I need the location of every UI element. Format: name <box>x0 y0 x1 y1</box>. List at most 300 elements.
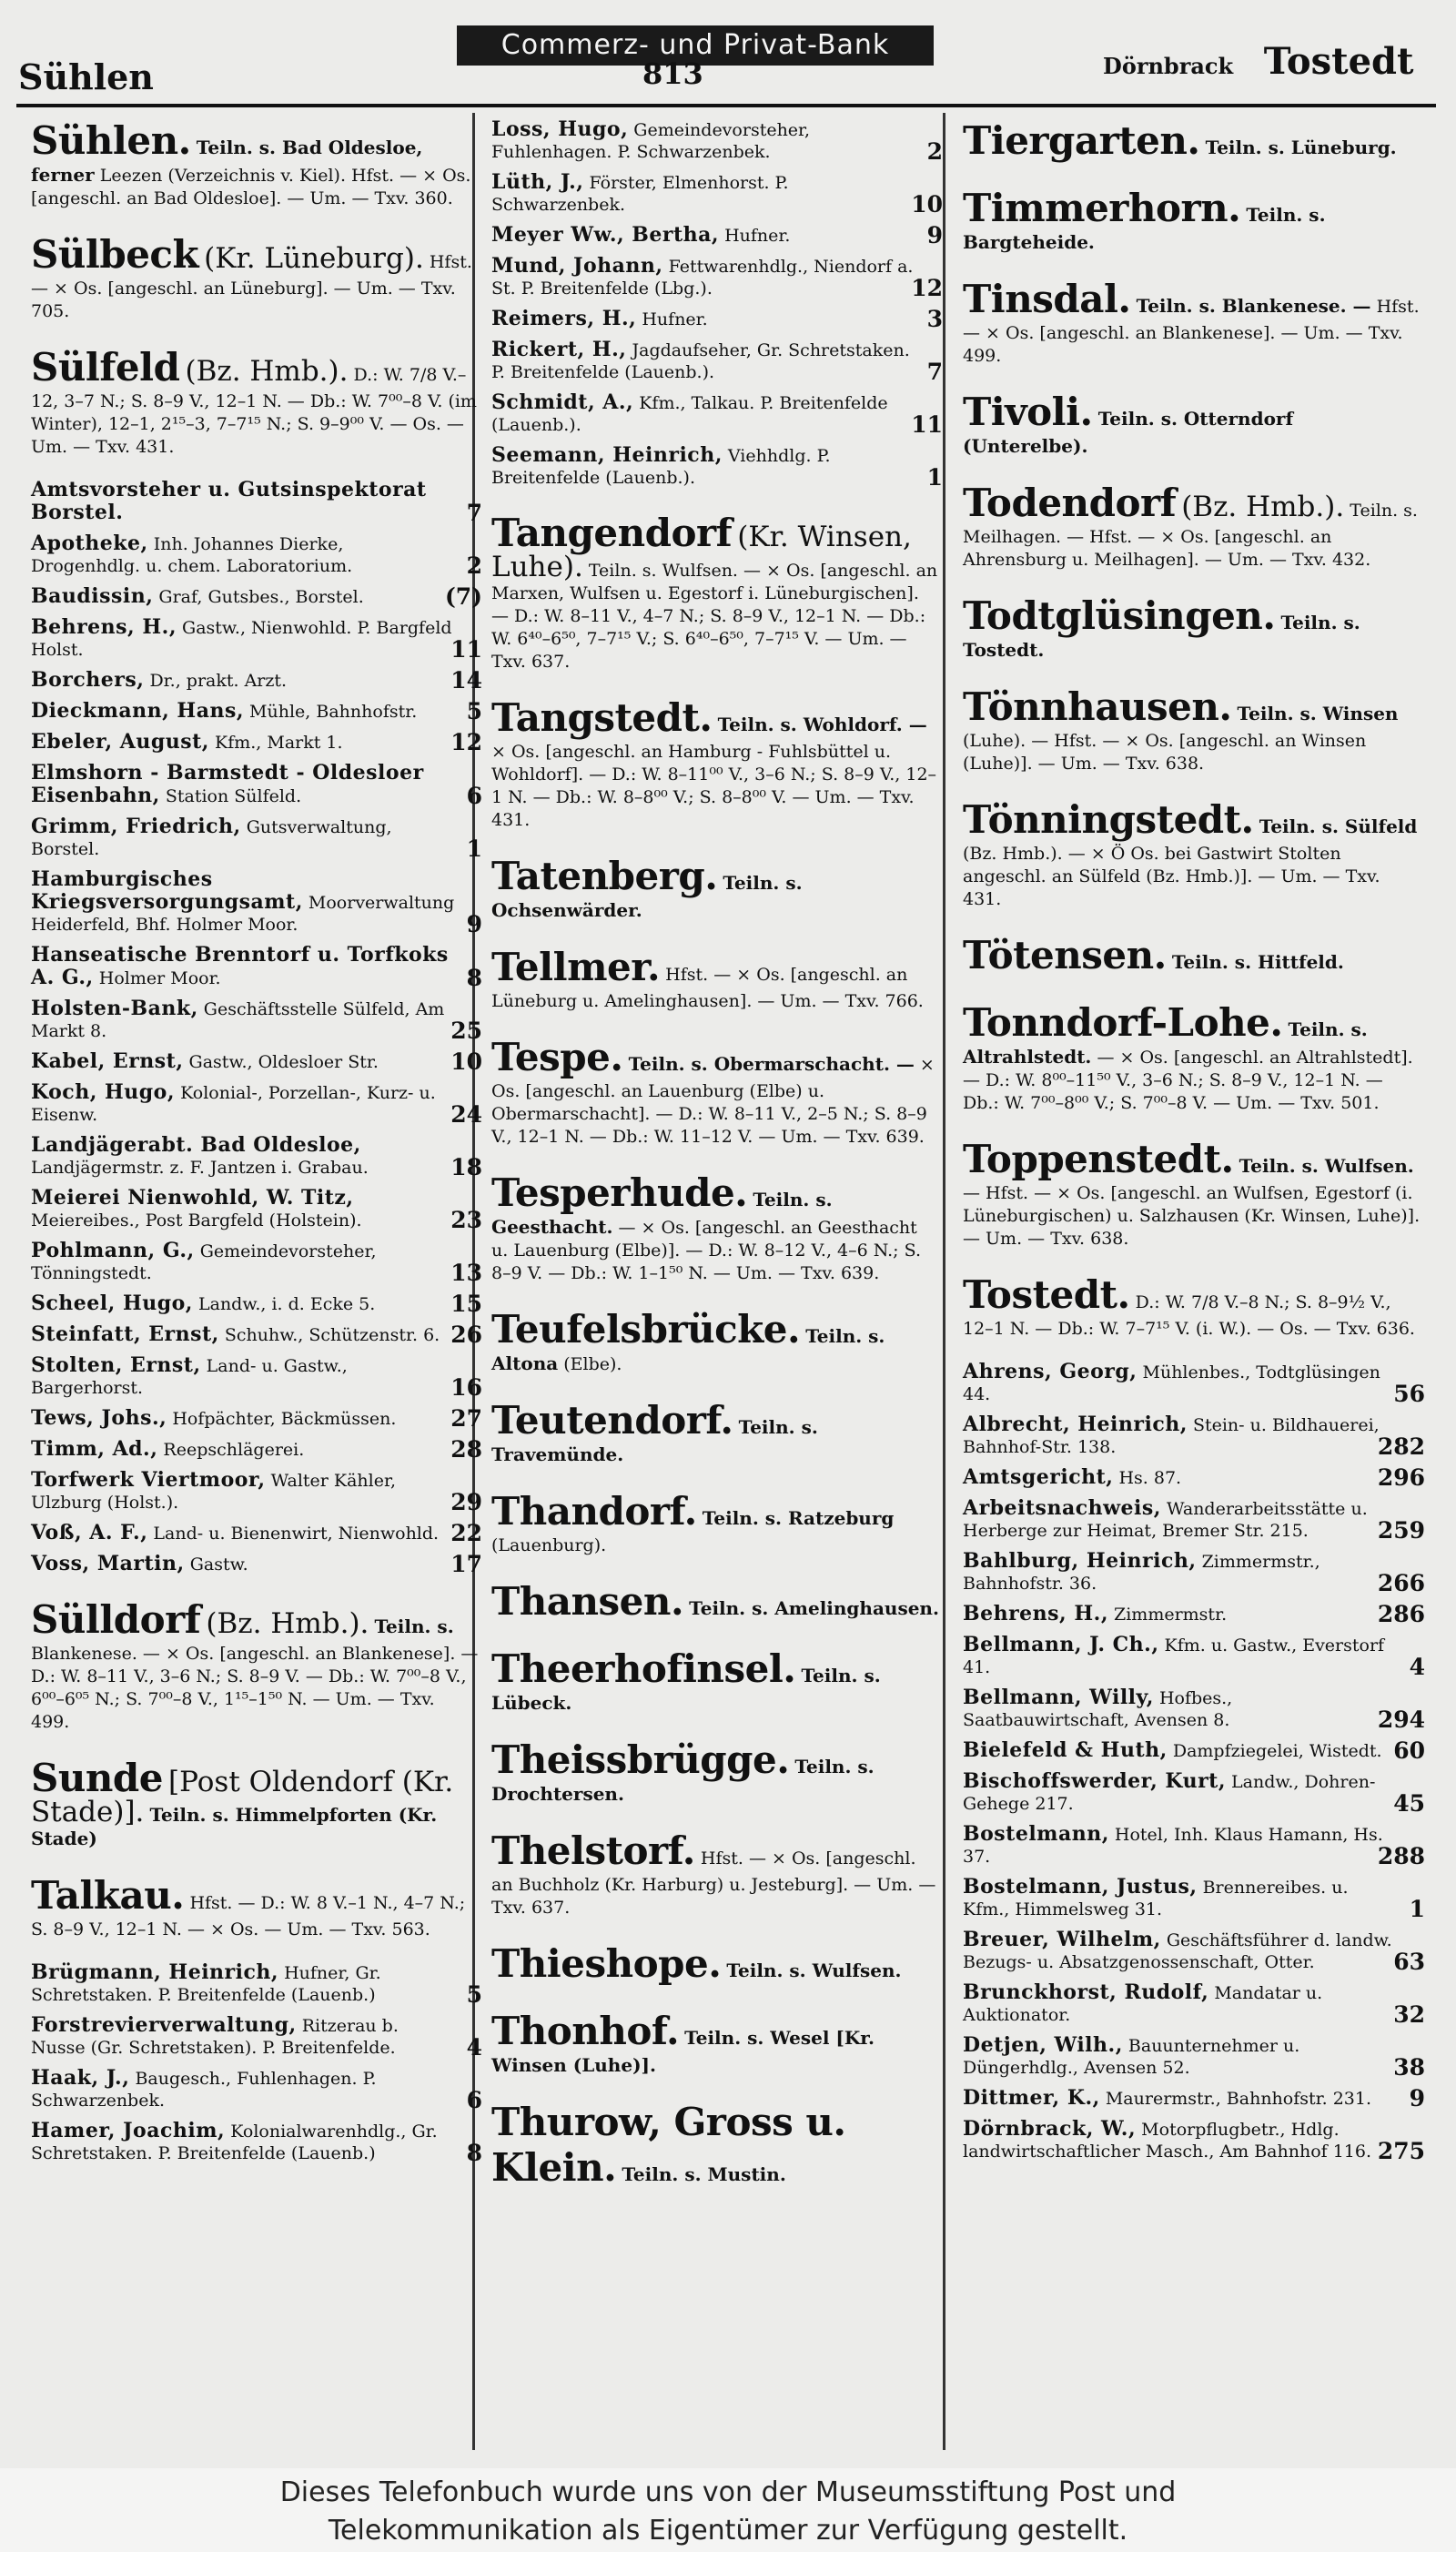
phone-number: 286 <box>1377 1601 1425 1627</box>
directory-entry <box>16 731 486 754</box>
place-info: Teiln. s. Hittfeld. <box>1171 951 1344 973</box>
subscriber-details: Kfm. u. Gastw., Everstorf 41. <box>963 1636 1385 1677</box>
directory-entry <box>16 616 486 661</box>
directory-entry <box>16 1469 486 1514</box>
subscriber-name: Bellmann, Willy, <box>963 1686 1154 1709</box>
phone-number: 2 <box>926 138 943 165</box>
phone-number: 296 <box>1377 1464 1425 1491</box>
place-name: Tinsdal. <box>963 277 1131 321</box>
phone-number: 11 <box>450 636 482 663</box>
place-details: (Bz. Hmb.). — × Ö Os. bei Gastwirt Stolten angeschl. an Sülfeld (Bz. Hmb.)]. — Um. — Txv. 431. <box>963 844 1380 909</box>
place-name: Theerhofinsel. <box>491 1646 796 1691</box>
phone-number: 17 <box>450 1551 482 1577</box>
subscriber-name: Meyer Ww., Bertha, <box>491 223 720 247</box>
place-heading <box>948 684 1429 775</box>
subscriber-name: Landjägerabt. Bad Oldesloe, <box>31 1133 361 1157</box>
directory-entry <box>948 1634 1429 1678</box>
directory-entry <box>948 1929 1429 1973</box>
place-info: Teiln. s. Otterndorf (Unterelbe). <box>963 408 1294 457</box>
place-name: Sülbeck <box>31 232 199 277</box>
subscriber-details: Gemeindevorsteher, Tönningstedt. <box>31 1241 377 1283</box>
directory-entry <box>948 1550 1429 1595</box>
directory-entry <box>16 998 486 1042</box>
place-details: Hfst. — D.: W. 8 V.–1 N., 4–7 N.; S. 8–9 V., 12–1 N. — × Os. — Um. — Txv. 563. <box>31 1893 466 1939</box>
directory-entry <box>16 1187 486 1231</box>
place-name: Tangendorf <box>491 511 733 555</box>
subscriber-name: Voß, A. F., <box>31 1521 148 1544</box>
phone-number: 9 <box>466 911 482 937</box>
directory-entry <box>16 669 486 692</box>
subscriber-name: Baudissin, <box>31 584 154 608</box>
subscriber-details: Dr., prakt. Arzt. <box>149 671 288 691</box>
directory-entry <box>948 1823 1429 1868</box>
phone-number: 16 <box>450 1374 482 1401</box>
phone-number: 275 <box>1377 2138 1425 2164</box>
place-qualifier: (Bz. Hmb.). <box>206 1607 369 1640</box>
footer-line-2: Telekommunikation als Eigentümer zur Verfügung gestellt. <box>328 2515 1128 2547</box>
directory-entry <box>16 2120 486 2164</box>
subscriber-name: Hamer, Joachim, <box>31 2119 226 2142</box>
place-details: × Os. [angeschl. an Lauenburg (Elbe) u. Obermarschacht]. — D.: W. 8–11 V., 2–5 N.; S. 8–9 V., 12–1 N. — Db.: W. 11–12 V. — Um. — Txv. 639. <box>491 1055 935 1147</box>
subscriber-details: Landw., Dohren-Gehege 217. <box>963 1772 1376 1814</box>
place-name: Tatenberg. <box>491 854 718 898</box>
phone-number: 32 <box>1393 2001 1425 2028</box>
directory-entry <box>16 2067 486 2111</box>
place-name: Sülldorf <box>31 1597 201 1642</box>
directory-entry <box>16 868 486 936</box>
phone-number: 13 <box>450 1260 482 1286</box>
subscriber-details: Zimmermstr. <box>1114 1605 1228 1625</box>
place-heading <box>477 1398 946 1467</box>
directory-entry <box>948 2087 1429 2110</box>
subscriber-name: Apotheke, <box>31 532 148 555</box>
directory-entry <box>16 1050 486 1073</box>
subscriber-name: Forstrevierverwaltung, <box>31 2013 297 2037</box>
phone-number: 18 <box>450 1154 482 1180</box>
subscriber-name: Rickert, H., <box>491 338 627 361</box>
phone-number: 8 <box>466 965 482 991</box>
place-name: Tötensen. <box>963 933 1167 977</box>
place-name: Toppenstedt. <box>963 1137 1234 1181</box>
place-heading <box>948 593 1429 663</box>
place-qualifier: (Bz. Hmb.). <box>185 355 349 388</box>
directory-entry <box>16 1134 486 1179</box>
directory-entry <box>16 479 486 524</box>
phone-number: 9 <box>926 222 943 248</box>
subscriber-name: Kabel, Ernst, <box>31 1049 184 1073</box>
directory-entry <box>948 1770 1429 1815</box>
place-info: Teiln. s. <box>374 1615 454 1637</box>
subscriber-details: Mühle, Bahnhofstr. <box>249 702 418 722</box>
directory-entry <box>16 1292 486 1315</box>
subscriber-details: Geschäftsführer d. landw. Bezugs- u. Absatzgenossenschaft, Otter. <box>963 1930 1392 1972</box>
directory-entry <box>948 2118 1429 2162</box>
directory-entry <box>948 1686 1429 1731</box>
subscriber-name: Scheel, Hugo, <box>31 1291 193 1315</box>
subscriber-name: Meierei Nienwohld, W. Titz, <box>31 1186 354 1210</box>
phone-number: 288 <box>1377 1843 1425 1869</box>
phone-number: 10 <box>450 1048 482 1075</box>
directory-entry <box>16 1240 486 1284</box>
phone-number: 266 <box>1377 1570 1425 1596</box>
subscriber-name: Amtsgericht, <box>963 1465 1114 1489</box>
footer-line-1: Dieses Telefonbuch wurde uns von der Museumsstiftung Post und <box>279 2476 1177 2508</box>
phone-number: 23 <box>450 1207 482 1233</box>
place-heading <box>948 1000 1429 1115</box>
phone-number: 5 <box>466 1981 482 2008</box>
place-info: Teiln. s. Drochtersen. <box>491 1756 875 1805</box>
subscriber-name: Elmshorn - Barmstedt - Oldesloer Eisenbahn, <box>31 761 424 807</box>
page-number: 813 <box>642 56 703 91</box>
subscriber-name: Grimm, Friedrich, <box>31 815 241 838</box>
directory-entry <box>16 1081 486 1126</box>
subscriber-name: Brügmann, Heinrich, <box>31 1960 279 1984</box>
directory-entry <box>477 171 946 216</box>
place-details: Hfst. — × Os. [angeschl. an Buchholz (Kr. Harburg) u. Jesteburg]. — Um. — Txv. 637. <box>491 1848 936 1918</box>
place-name: Thurow, Gross u. Klein. <box>491 2100 846 2190</box>
subscriber-name: Lüth, J., <box>491 170 584 194</box>
subscriber-name: Dittmer, K., <box>963 2086 1100 2110</box>
subscriber-details: Motorpflugbetr., Hdlg. landwirtschaftlicher Masch., Am Bahnhof 116. <box>963 2120 1372 2162</box>
phone-number: (7) <box>444 583 482 610</box>
place-details: (Luhe). — Hfst. — × Os. [angeschl. an Winsen (Luhe)]. — Um. — Txv. 638. <box>963 731 1367 774</box>
subscriber-details: Walter Kähler, Ulzburg (Holst.). <box>31 1471 397 1513</box>
place-info: Teiln. s. Bargteheide. <box>963 204 1326 253</box>
place-name: Timmerhorn. <box>963 186 1241 230</box>
place-info: Teiln. s. Wohldorf. — <box>717 714 927 735</box>
subscriber-name: Mund, Johann, <box>491 254 663 278</box>
phone-number: 6 <box>466 783 482 809</box>
subscriber-details: Kfm., Markt 1. <box>215 733 343 753</box>
place-heading <box>948 186 1429 255</box>
place-heading <box>477 1828 946 1919</box>
place-info: Teiln. s. Sülfeld <box>1259 815 1418 837</box>
subscriber-details: Stein- u. Bildhauerei, Bahnhof-Str. 138. <box>963 1415 1380 1457</box>
place-details: (Elbe). <box>563 1354 622 1374</box>
subscriber-name: Bellmann, J. Ch., <box>963 1633 1159 1656</box>
subscriber-details: Inh. Johannes Dierke, Drogenhdlg. u. chem. Laboratorium. <box>31 534 353 576</box>
place-name: Tivoli. <box>963 390 1093 434</box>
subscriber-name: Brunckhorst, Rudolf, <box>963 1980 1209 2004</box>
archive-footer <box>0 2468 1456 2552</box>
subscriber-details: Land- u. Gastw., Bargerhorst. <box>31 1356 348 1398</box>
subscriber-name: Reimers, H., <box>491 307 637 330</box>
directory-entry <box>948 1466 1429 1489</box>
directory-entry <box>477 308 946 330</box>
column-3 <box>948 113 1429 2450</box>
place-name: Theissbrügge. <box>491 1737 790 1782</box>
subscriber-details: Kolonialwarenhdlg., Gr. Schretstaken. P. Breitenfelde (Lauenb.) <box>31 2122 438 2163</box>
place-info: Teiln. s. Himmelpforten (Kr. Stade) <box>31 1804 438 1849</box>
place-name: Sunde <box>31 1756 163 1800</box>
subscriber-details: Brennereibes. u. Kfm., Himmelsweg 31. <box>963 1878 1349 1919</box>
subscriber-name: Hamburgisches Kriegsversorgungsamt, <box>31 867 303 914</box>
subscriber-details: Dampfziegelei, Wistedt. <box>1172 1741 1382 1761</box>
subscriber-name: Bostelmann, Justus, <box>963 1875 1198 1899</box>
subscriber-name: Albrecht, Heinrich, <box>963 1413 1188 1436</box>
place-name: Teutendorf. <box>491 1398 733 1443</box>
place-heading <box>477 1035 946 1149</box>
place-info: Teiln. s. Travemünde. <box>491 1416 818 1465</box>
place-heading <box>477 1170 946 1285</box>
subscriber-name: Schmidt, A., <box>491 390 634 414</box>
place-heading <box>948 118 1429 164</box>
phone-number: 7 <box>466 500 482 526</box>
place-name: Tostedt. <box>963 1272 1130 1317</box>
directory-entry <box>16 532 486 577</box>
directory-entry <box>477 255 946 299</box>
place-heading <box>477 1489 946 1557</box>
subscriber-details: Mandatar u. Auktionator. <box>963 1983 1323 2025</box>
subscriber-details: Landw., i. d. Ecke 5. <box>198 1294 376 1314</box>
phone-number: 29 <box>450 1489 482 1515</box>
phone-number: 60 <box>1393 1737 1425 1764</box>
place-info: Teiln. s. Lüneburg. <box>1205 137 1397 158</box>
subscriber-name: Timm, Ad., <box>31 1437 158 1461</box>
subscriber-details: Kolonial-, Porzellan-, Kurz- u. Eisenw. <box>31 1083 436 1125</box>
subscriber-details: Maurermstr., Bahnhofstr. 231. <box>1105 2089 1372 2109</box>
phone-number: 28 <box>450 1436 482 1463</box>
subscriber-name: Behrens, H., <box>31 615 177 639</box>
place-info: Teiln. s. Wulfsen. <box>1239 1155 1414 1177</box>
place-name: Tesperhude. <box>491 1170 748 1215</box>
subscriber-name: Bahlburg, Heinrich, <box>963 1549 1197 1573</box>
subscriber-details: Schuhw., Schützenstr. 6. <box>224 1325 440 1345</box>
phone-number: 56 <box>1393 1381 1425 1407</box>
phone-number: 2 <box>466 552 482 579</box>
subscriber-details: Hufner, Gr. Schretstaken. P. Breitenfelde (Lauenb.) <box>31 1963 381 2005</box>
place-name: Tespe. <box>491 1035 623 1079</box>
place-heading <box>948 933 1429 978</box>
subscriber-name: Detjen, Wilh., <box>963 2033 1123 2057</box>
place-heading <box>16 1873 486 1941</box>
place-heading <box>477 695 946 832</box>
place-heading <box>477 2100 946 2191</box>
place-name: Sühlen. <box>31 118 191 163</box>
subscriber-details: Graf, Gutsbes., Borstel. <box>158 587 364 607</box>
place-info: Teiln. s. Blankenese. — <box>1136 295 1371 317</box>
place-qualifier: (Bz. Hmb.). <box>1181 491 1345 523</box>
place-name: Sülfeld <box>31 345 180 390</box>
subscriber-details: Holmer Moor. <box>98 968 221 988</box>
place-heading <box>477 1941 946 1987</box>
place-heading <box>16 1597 486 1734</box>
place-info: Teiln. s. Altona <box>491 1325 885 1374</box>
place-details: D.: W. 7/8 V.–12, 3–7 N.; S. 8–9 V., 12–1 N. — Db.: W. 7⁰⁰–8 V. (im Winter), 12–1, 2¹⁵–3, 7–7¹⁵ N.; S. 9–9⁰⁰ V. — Os. — Um. — Txv. 431. <box>31 365 477 457</box>
phone-number: 38 <box>1393 2054 1425 2081</box>
place-name: Tönningstedt. <box>963 797 1254 842</box>
subscriber-details: Gastw., Nienwohld. P. Bargfeld Holst. <box>31 618 452 660</box>
place-name: Thonhof. <box>491 2009 680 2053</box>
directory-entry <box>477 391 946 436</box>
phone-number: 9 <box>1409 2085 1425 2111</box>
subscriber-details: Kfm., Talkau. P. Breitenfelde (Lauenb.). <box>491 393 888 435</box>
directory-entry <box>477 118 946 163</box>
phone-number: 7 <box>926 359 943 385</box>
directory-entry <box>477 224 946 247</box>
subscriber-details: Geschäftsstelle Sülfeld, Am Markt 8. <box>31 999 445 1041</box>
phone-number: 12 <box>911 275 943 301</box>
phone-number: 1 <box>466 835 482 862</box>
directory-entry <box>16 585 486 608</box>
phone-number: 259 <box>1377 1517 1425 1544</box>
place-name: Thieshope. <box>491 1941 722 1986</box>
subscriber-details: Mühlenbes., Todtglüsingen 44. <box>963 1362 1380 1404</box>
subscriber-name: Steinfatt, Ernst, <box>31 1322 219 1346</box>
subscriber-name: Stolten, Ernst, <box>31 1353 201 1377</box>
phone-number: 6 <box>466 2087 482 2113</box>
directory-entry <box>16 944 486 989</box>
place-name: Tangstedt. <box>491 695 713 740</box>
phone-number: 12 <box>450 729 482 755</box>
place-qualifier: [Post Oldendorf (Kr. Stade)]. <box>31 1766 454 1828</box>
place-heading <box>948 1137 1429 1251</box>
directory-entry <box>16 1522 486 1544</box>
column-2 <box>477 113 946 2450</box>
subscriber-name: Koch, Hugo, <box>31 1080 176 1104</box>
directory-entry <box>16 2014 486 2059</box>
place-name: Teufelsbrücke. <box>491 1307 801 1352</box>
place-heading <box>16 118 486 210</box>
directory-entry <box>948 1361 1429 1405</box>
phone-number: 5 <box>466 698 482 724</box>
place-details: D.: W. 7/8 V.–8 N.; S. 8–9½ V., 12–1 N. — Db.: W. 7–7¹⁵ V. (i. W.). — Os. — Txv. 636. <box>963 1292 1415 1339</box>
place-details: Teiln. s. Meilhagen. — Hfst. — × Os. [angeschl. an Ahrensburg u. Meilhagen]. — Um. — Txv. 432. <box>963 501 1418 570</box>
phone-number: 22 <box>450 1520 482 1546</box>
place-qualifier: (Kr. Winsen, Luhe). <box>491 521 912 583</box>
subscriber-details: Zimmermstr., Bahnhofstr. 36. <box>963 1552 1320 1594</box>
subscriber-name: Borchers, <box>31 668 145 692</box>
directory-entry <box>16 1407 486 1430</box>
subscriber-details: Hufner. <box>642 309 708 329</box>
directory-entry <box>948 2034 1429 2079</box>
subscriber-name: Dörnbrack, W., <box>963 2117 1137 2141</box>
place-heading <box>948 1272 1429 1341</box>
phone-number: 25 <box>450 1018 482 1044</box>
place-info: Teiln. s. Tostedt. <box>963 612 1360 661</box>
subscriber-details: Gastw., Oldesloer Str. <box>188 1052 379 1072</box>
place-info: Teiln. s. Winsen <box>1237 703 1399 724</box>
subscriber-details: Hofpächter, Bäckmüssen. <box>172 1409 397 1429</box>
place-details: × Os. [angeschl. an Hamburg - Fuhlsbüttel u. Wohldorf]. — D.: W. 8–11⁰⁰ V., 3–6 N.; S. 8–9 V., 12–1 N. — Db.: W. 8–8⁰⁰ V.; S. 8–8⁰⁰ V. — Um. — Txv. 431. <box>491 742 937 830</box>
bank-banner: Commerz- und Privat-Bank <box>457 25 934 66</box>
place-details: Hfst. — × Os. [angeschl. an Lüneburg u. Amelinghausen]. — Um. — Txv. 766. <box>491 965 924 1011</box>
subscriber-details: Reepschlägerei. <box>163 1440 305 1460</box>
column-1 <box>16 113 486 2450</box>
phone-number: 24 <box>450 1101 482 1128</box>
place-details: Blankenese. — × Os. [angeschl. an Blankenese]. — D.: W. 8–11 V., 3–6 N.; S. 8–9 V. — Db.: W. 7⁰⁰–8 V., 6⁰⁰–6⁰⁵ N.; S. 7⁰⁰–8 V., 1¹⁵–1⁵⁰ N. — Um. — Txv. 499. <box>31 1644 479 1732</box>
phone-number: 11 <box>911 411 943 438</box>
place-info: Teiln. s. Obermarschacht. — <box>628 1053 915 1075</box>
directory-entry <box>948 1603 1429 1625</box>
phone-number: 282 <box>1377 1433 1425 1460</box>
place-heading <box>477 1737 946 1807</box>
place-heading <box>16 345 486 459</box>
place-heading <box>477 1646 946 1716</box>
directory-entry <box>16 1438 486 1461</box>
subscriber-details: Hufner. <box>724 226 791 246</box>
place-heading <box>16 1756 486 1851</box>
place-info: Teiln. s. Wesel [Kr. Winsen (Luhe)]. <box>491 2027 875 2076</box>
subscriber-details: Ritzerau b. Nusse (Gr. Schretstaken). P. Breitenfelde. <box>31 2016 399 2058</box>
place-details: (Lauenburg). <box>491 1535 607 1555</box>
subscriber-name: Pohlmann, G., <box>31 1239 195 1262</box>
place-heading <box>948 390 1429 459</box>
subscriber-details: Gemeindevorsteher, Fuhlenhagen. P. Schwarzenbek. <box>491 120 811 162</box>
place-name: Thandorf. <box>491 1489 697 1534</box>
subscriber-details: Viehhdlg. P. Breitenfelde (Lauenb.). <box>491 446 831 488</box>
place-name: Todendorf <box>963 481 1177 525</box>
phone-number: 4 <box>1409 1654 1425 1680</box>
subscriber-name: Ebeler, August, <box>31 730 209 754</box>
phone-number: 294 <box>1377 1706 1425 1733</box>
place-name: Thansen. <box>491 1579 684 1624</box>
phone-number: 1 <box>926 464 943 491</box>
directory-entry <box>16 1553 486 1575</box>
phone-number: 3 <box>926 306 943 332</box>
directory-entry <box>16 1961 486 2006</box>
phone-number: 8 <box>466 2140 482 2166</box>
place-info: Teiln. s. Amelinghausen. <box>689 1597 939 1619</box>
subscriber-details: Fettwarenhdlg., Niendorf a. St. P. Breitenfelde (Lbg.). <box>491 257 914 299</box>
directory-entry <box>16 1354 486 1399</box>
subscriber-details: Jagdaufseher, Gr. Schretstaken. P. Breitenfelde (Lauenb.). <box>491 340 910 382</box>
place-name: Thelstorf. <box>491 1828 695 1873</box>
place-details: — Hfst. — × Os. [angeschl. an Wulfsen, Egestorf (i. Lüneburgischen) u. Salzhausen (Kr. Winsen, Luhe)]. — Um. — Txv. 638. <box>963 1183 1421 1249</box>
subscriber-name: Haak, J., <box>31 2066 130 2090</box>
phone-number: 27 <box>450 1405 482 1432</box>
place-heading <box>477 511 946 673</box>
subscriber-details: Hs. 87. <box>1118 1468 1182 1488</box>
place-info: Teiln. s. Lübeck. <box>491 1665 881 1714</box>
directory-entry <box>948 1981 1429 2026</box>
subscriber-name: Dieckmann, Hans, <box>31 699 244 723</box>
subscriber-details: Moorverwaltung Heiderfeld, Bhf. Holmer Moor. <box>31 893 455 935</box>
subscriber-details: Bauunternehmer u. Düngerhdlg., Avensen 52. <box>963 2036 1300 2078</box>
subscriber-name: Bielefeld & Huth, <box>963 1738 1168 1762</box>
header-range-end: Tostedt <box>1263 40 1414 83</box>
subscriber-details: Gutsverwaltung, Borstel. <box>31 817 392 859</box>
subscriber-details: Station Sülfeld. <box>165 786 302 806</box>
place-info: Teiln. s. Bad Oldesloe, ferner <box>31 137 423 186</box>
phone-number: 26 <box>450 1322 482 1348</box>
place-info: Teiln. s. Geesthacht. <box>491 1189 833 1238</box>
header-rule <box>16 104 1436 107</box>
place-heading <box>948 277 1429 368</box>
subscriber-name: Amtsvorsteher u. Gutsinspektorat Borstel. <box>31 478 427 524</box>
place-info: Teiln. s. Wulfsen. <box>726 1960 902 1981</box>
place-details: Leezen (Verzeichnis v. Kiel). Hfst. — × Os. [angeschl. an Bad Oldesloe]. — Um. — Txv. 360. <box>31 166 471 208</box>
place-info: Teiln. s. Ochsenwärder. <box>491 872 803 921</box>
directory-entry <box>948 1413 1429 1458</box>
subscriber-name: Bischoffswerder, Kurt, <box>963 1769 1226 1793</box>
place-heading <box>948 797 1429 911</box>
place-name: Tönnhausen. <box>963 684 1232 729</box>
directory-entry <box>948 1739 1429 1762</box>
place-details: Hfst. — × Os. [angeschl. an Blankenese]. — Um. — Txv. 499. <box>963 297 1420 366</box>
subscriber-name: Arbeitsnachweis, <box>963 1496 1161 1520</box>
directory-entry <box>948 1876 1429 1920</box>
subscriber-details: Landjägermstr. z. F. Jantzen i. Grabau. <box>31 1158 369 1178</box>
subscriber-details: Hotel, Inh. Klaus Hamann, Hs. 37. <box>963 1825 1383 1867</box>
subscriber-name: Bostelmann, <box>963 1822 1109 1846</box>
subscriber-name: Ahrens, Georg, <box>963 1360 1138 1383</box>
page-header-left: Sühlen <box>18 56 154 97</box>
subscriber-details: Land- u. Bienenwirt, Nienwohld. <box>153 1524 440 1544</box>
place-heading <box>16 232 486 323</box>
place-heading <box>477 1579 946 1625</box>
place-info: Teiln. s. Altrahlstedt. <box>963 1018 1368 1068</box>
